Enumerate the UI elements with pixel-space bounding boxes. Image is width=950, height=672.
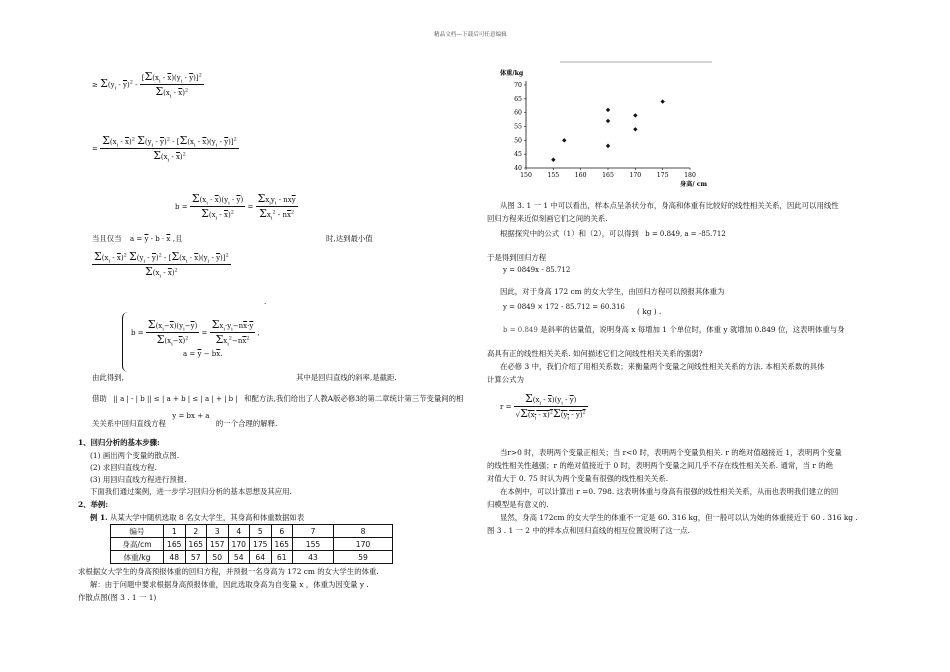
- formula-min-value-2: = $\frac{\Sigma(x_i - \overline{x})^2 \Sigma(y_i - \overline{y})^2 - [\Sigma(x_i - \overline{x})(y_i - \overline{y})]^2}{\Sigma(x_i - \overline{x})^2}$: [92, 134, 237, 164]
- table-cell: 61: [271, 551, 293, 564]
- step-1: (1) 画出两个变量的散点图.: [90, 451, 180, 460]
- table-cell: 8: [334, 525, 393, 538]
- ref-line-1a: 借助: [92, 394, 107, 403]
- correlation-formula: r = $\frac{\Sigma(x_i - \overline{x})(y_i - \overline{y})}{√\Sigma(x_i - x)^2\Sigma(y_i - y)^2}$: [500, 392, 586, 422]
- table-cell: 体重/kg: [111, 551, 164, 564]
- scatter-point: [606, 108, 610, 112]
- table-cell: 165: [271, 538, 293, 551]
- ref-line-2: [92, 412, 278, 430]
- inequality-formula: || a | - | b || ≤ | a + b | ≤ | a | + | b |: [113, 395, 238, 403]
- scatter-point: [633, 127, 637, 131]
- table-cell: 7: [293, 525, 334, 538]
- step-tail: 下面我们通过案例，进一步学习回归分析的基本思想及其应用.: [90, 487, 292, 496]
- y-tick-label: 40: [514, 165, 522, 172]
- right-p3: 于是得到回归方程: [487, 253, 547, 262]
- right-p2-text: 根据探究中的公式（1）和（2），可以得到: [500, 229, 639, 238]
- table-cell: 165: [164, 538, 186, 551]
- table-cell: 5: [250, 525, 272, 538]
- table-cell: 157: [207, 538, 229, 551]
- x-tick-label: 165: [602, 172, 614, 179]
- table-cell: 155: [293, 538, 334, 551]
- regression-eq-1: y = 0849x - 85.712: [503, 266, 571, 274]
- after-table-line-2: 解：由于问题中要求根据身高预报体重，因此选取身高为自变量 x ，体重为因变量 y .: [90, 580, 369, 589]
- example-text: 从某大学中随机选取 8 名女大学生，其身高和体重数据如表: [110, 513, 305, 522]
- y-tick-label: 45: [514, 151, 522, 159]
- slope-value: b = 0.849: [503, 326, 538, 334]
- step-2: (2) 求回归直线方程.: [90, 463, 157, 472]
- right-p7-line-2: 的线性相关性越强；r 的绝对值接近于 0 时，表明两个变量之间几乎不存在线性相关关系. 通常，当 r 的绝: [487, 461, 834, 470]
- ref-line-1: [92, 393, 463, 405]
- and-text: ,且: [172, 234, 183, 243]
- table-cell: 43: [293, 551, 334, 564]
- after-table-line-1: 求根据女大学生的身高预报体重的回归方程，并预报一名身高为 172 cm 的女大学生的体重.: [78, 567, 379, 576]
- y-tick-label: 60: [514, 109, 522, 117]
- y-tick-label: 70: [514, 82, 522, 89]
- table-cell: 1: [164, 525, 186, 538]
- right-p5-line-1: 是斜率的估量值，说明身高 x 每增加 1 个单位时，体重 y 就增加 0.849 位，这表明体重与身: [540, 325, 845, 334]
- example-label: 例 1.: [90, 513, 108, 522]
- table-cell: 57: [185, 551, 207, 564]
- where-text: 其中是回归直线的斜率,是截距.: [296, 373, 397, 382]
- table-cell: 165: [185, 538, 207, 551]
- slope-line: [503, 324, 845, 336]
- when-only-if-text: 当且仅当: [92, 234, 122, 243]
- chart-axes: [514, 81, 696, 179]
- scatter-point: [562, 138, 566, 142]
- eq-sign: =: [92, 144, 98, 153]
- right-p9-line-2: 图 3 . 1 一 2 中的样本点和回归直线的相互位置说明了这一点.: [487, 526, 690, 535]
- chart-xlabel: 身高/ cm: [680, 181, 708, 188]
- right-p7-line-3: 对值大于 0. 75 时认为两个变量有很强的线性相关关系.: [487, 474, 669, 483]
- right-p1-line-2: 回归方程来近似刻画它们之间的关系.: [487, 214, 608, 223]
- dot-mark: .: [264, 297, 267, 306]
- formula-min-value-1: ≥ $\Sigma(y_i - \overline{y})^2$ - $\frac{[\Sigma(x_i - \overline{x})(y_i - \overline{y})]^2}{\Sigma(x_i - \overline{x})^2}$: [92, 70, 202, 100]
- ge-sign: ≥: [92, 80, 98, 89]
- table-cell: 编号: [111, 525, 164, 538]
- right-p2-line: [500, 228, 726, 240]
- r-label: r =: [500, 402, 512, 411]
- formula-regression-system: b = $\frac{\Sigma(x_i-\overline{x})(y_i-\overline{y})}{\Sigma(x_i-\overline{x})^2}$ = $\frac{\Sigma x_i\cdot y_i-n\overline{x}\cdot\overline{y}}{\Sigma x_i^2-n\overline{x}^2}$ , $a = \overline{y} - b\overline{x}$.: [122, 312, 260, 372]
- from-this-text: 由此得到,: [92, 373, 124, 382]
- coef-formula: b = 0.849, a = -85.712: [645, 230, 726, 238]
- right-p8-line-1: 在本例中，可以计算出 r =0. 798. 这表明体重与身高有很强的线性相关关系，从而也表明我们建立的回: [500, 487, 839, 496]
- right-p6-line-1: 在必修 3 中，我们介绍了用相关系数；来衡量两个变量之间线性相关关系的方法. 本相关系数的具体: [500, 362, 825, 371]
- ref-line-2b: 的一个合理的解释.: [215, 419, 278, 428]
- height-weight-table: [110, 524, 393, 564]
- right-p4: 因此，对于身高 172 cm 的女大学生，由回归方程可以预报其体重为: [500, 287, 725, 296]
- table-cell: 170: [228, 538, 250, 551]
- y-tick-label: 50: [514, 137, 522, 145]
- ref-line-1b: 和配方法,我们给出了人教A版必修3的第二章统计第三节变量间的相: [244, 394, 464, 403]
- formula-min-value-3: $\frac{\Sigma(x_i - \overline{x})^2 \Sigma(y_i - \overline{y})^2 - [\Sigma(x_i - \overline{x})(y_i - \overline{y})]^2}{\Sigma(x_i - \overline{x})^2}$: [94, 250, 229, 280]
- y-tick-label: 65: [514, 95, 522, 103]
- x-tick-label: 155: [547, 172, 560, 179]
- right-p1-line-1: 从图 3. 1 一 1 中可以看出，样本点呈条状分布，身高和体重有比较好的线性相关关系，因此可以用线性: [500, 201, 839, 210]
- x-tick-label: 175: [656, 172, 669, 179]
- table-cell: 4: [228, 525, 250, 538]
- step-3: (3) 用回归直线方程进行预报.: [90, 475, 187, 484]
- example-1-line: [90, 512, 304, 523]
- table-header-row: [111, 525, 393, 538]
- prediction-unit: ( kg ) .: [637, 307, 662, 316]
- right-p5-line-2: 高具有正的线性相关关系. 如何描述它们之间线性相关关系的强弱?: [487, 349, 703, 358]
- table-cell: 48: [164, 551, 186, 564]
- scatter-point: [606, 119, 610, 123]
- table-cell: 54: [228, 551, 250, 564]
- scatter-point: [633, 113, 637, 117]
- table-cell: 170: [334, 538, 393, 551]
- x-tick-label: 160: [574, 172, 587, 179]
- right-p6-line-2: 计算公式为: [487, 375, 524, 384]
- right-p8-line-2: 归模型是有意义的.: [487, 500, 549, 509]
- scatter-point: [606, 144, 610, 148]
- ref-line-2a: 关关系中回归直线方程: [92, 419, 166, 428]
- formula-slope-b: b = $\frac{\Sigma(x_i - \overline{x})(y_i - \overline{y})}{\Sigma(x_i - \overline{x})^2}$ = $\frac{\Sigma x_iy_i - nx\overline{y}}{\Sigma x_i^2 - n\overline{x}^2}$: [175, 192, 296, 222]
- table-row: [111, 538, 393, 551]
- section-1-title: 1、回归分析的基本步骤:: [78, 438, 160, 447]
- y-tick-label: 55: [514, 123, 522, 131]
- chart-ylabel: 体重/kg: [500, 70, 524, 77]
- chart-points: [551, 99, 665, 161]
- right-p9-line-1: 显然，身高 172cm 的女大学生的体重不一定是 60. 316 kg，但一般可以认为她的体重接近于 60 . 316 kg .: [500, 513, 858, 522]
- prediction-line: [503, 301, 625, 313]
- scatter-point: [551, 158, 555, 162]
- x-tick-label: 170: [629, 172, 642, 179]
- table-cell: 身高/cm: [111, 538, 164, 551]
- page-header-note: 精品文档---下载后可任意编辑: [434, 32, 507, 38]
- scatter-point: [660, 99, 664, 103]
- scatter-chart: [490, 58, 720, 193]
- table-cell: 50: [207, 551, 229, 564]
- min-value-text: 时,达到最小值: [326, 234, 373, 243]
- regression-equation: y = bx + a: [172, 412, 210, 420]
- table-row: [111, 551, 393, 564]
- prediction-formula: y = 0849 × 172 - 85.712 = 60.316: [503, 303, 625, 311]
- table-cell: 3: [207, 525, 229, 538]
- table-cell: 175: [250, 538, 272, 551]
- table-cell: 59: [334, 551, 393, 564]
- when-only-if-line: 当且仅当 $a = \overline{y} - b \cdot \overline{x}$ ,且: [92, 234, 183, 243]
- x-tick-label: 180: [684, 172, 696, 179]
- right-p7-line-1: 当r>0 时，表明两个变量正相关；当 r<0 时，表明两个变量负相关. r 的绝对值越接近 1，表明两个变量: [500, 448, 842, 457]
- section-2-title: 2、举例:: [78, 500, 109, 509]
- after-table-line-3: 作散点图(图 3 . 1 一 1): [78, 593, 157, 602]
- x-tick-label: 150: [520, 172, 532, 179]
- table-cell: 6: [271, 525, 293, 538]
- table-cell: 2: [185, 525, 207, 538]
- table-cell: 64: [250, 551, 272, 564]
